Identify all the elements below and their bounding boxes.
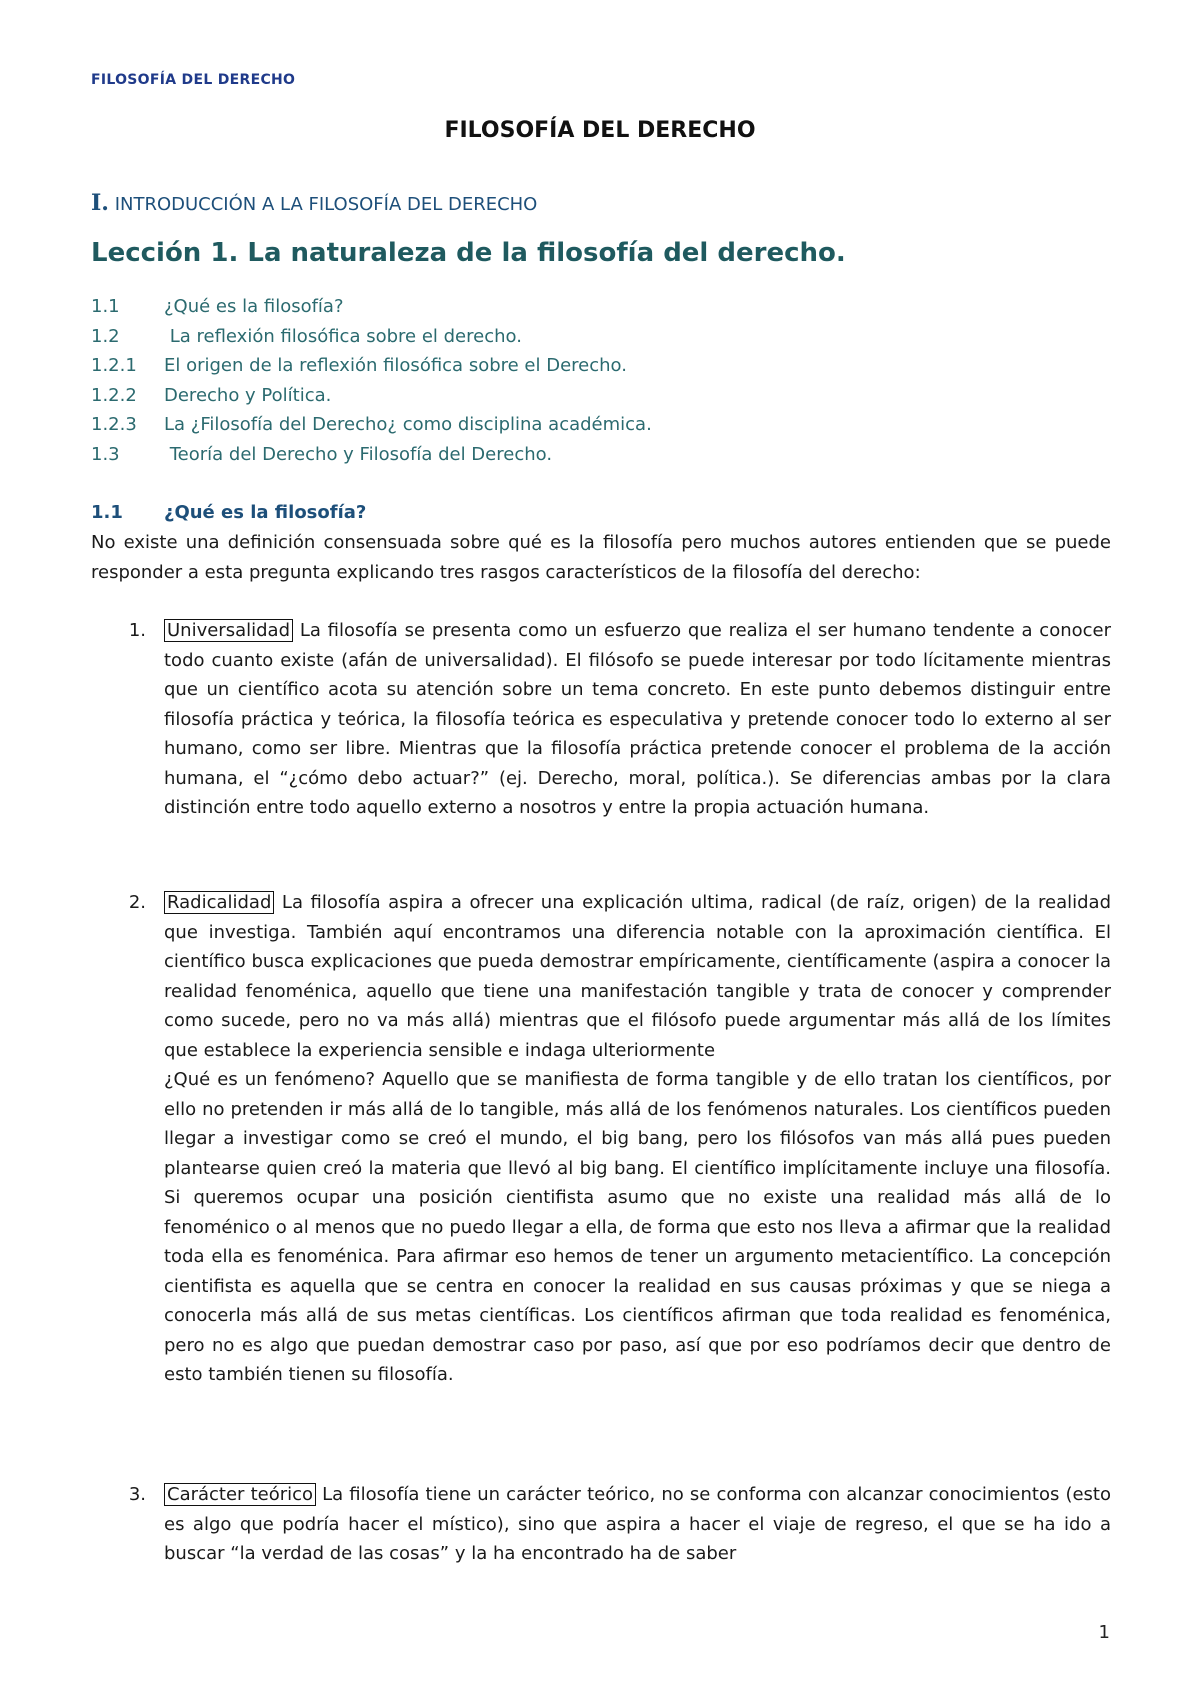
- subsection-title: ¿Qué es la filosofía?: [164, 502, 367, 523]
- toc-item: [91, 440, 1111, 470]
- term-box: Universalidad: [164, 619, 293, 642]
- running-header: FILOSOFÍA DEL DERECHO: [91, 72, 296, 88]
- list-item-text: La filosofía tiene un carácter teórico, no se conforma con alcanzar conocimientos (esto es algo que podría hacer el místico), sino que aspira a hacer el viaje de regreso, el que se ha ido a buscar “la verdad de las cosas” y la ha encontrado ha de saber: [164, 1484, 1112, 1564]
- toc-item: [91, 292, 1111, 322]
- list-item-text: La filosofía aspira a ofrecer una explicación ultima, radical (de raíz, origen) de la realidad que investiga. También aquí encontramos una diferencia notable con la aproximación científica. El científico busca explicaciones que pueda demostrar empíricamente, científicamente (aspira a conocer la realidad fenoménica, aquello que tiene una manifestación tangible y trata de conocer y comprender como sucede, pero no va más allá) mientras que el filósofo puede argumentar más allá de los límites que establece la experiencia sensible e indaga ulteriormente: [164, 892, 1111, 1061]
- list-item: [91, 888, 1111, 1390]
- list-item: [91, 616, 1111, 823]
- list-marker: 2.: [128, 892, 146, 913]
- toc-number: 1.2: [91, 325, 120, 347]
- toc-text: El origen de la reflexión filosófica sobre el Derecho.: [164, 355, 627, 376]
- toc-number: 1.2.2: [91, 384, 137, 406]
- document-title: FILOSOFÍA DEL DERECHO: [444, 118, 756, 143]
- toc-item: [91, 351, 1111, 381]
- section-roman-numeral: I.: [91, 190, 109, 216]
- section-title: INTRODUCCIÓN A LA FILOSOFÍA DEL DERECHO: [114, 194, 538, 215]
- toc-number: 1.2.1: [91, 355, 137, 376]
- section-heading: [91, 190, 537, 216]
- term-box: Radicalidad: [164, 891, 274, 914]
- subsection-number: 1.1: [91, 502, 123, 523]
- list-marker: 1.: [128, 620, 146, 641]
- toc-text: Teoría del Derecho y Filosofía del Derecho.: [164, 443, 553, 465]
- lesson-heading: Lección 1. La naturaleza de la filosofía del derecho.: [91, 238, 846, 268]
- list-item-content: [164, 616, 1111, 823]
- table-of-contents: [91, 292, 1111, 469]
- toc-number: 1.3: [91, 443, 120, 465]
- list-item-paragraph: [164, 888, 1111, 1065]
- toc-number: 1.2.3: [91, 414, 137, 435]
- toc-text: Derecho y Política.: [164, 384, 332, 406]
- toc-text: ¿Qué es la filosofía?: [164, 296, 344, 317]
- term-box: Carácter teórico: [164, 1483, 316, 1506]
- list-item-paragraph: ¿Qué es un fenómeno? Aquello que se manifiesta de forma tangible y de ello tratan los científicos, por ello no pretenden ir más allá de lo tangible, más allá de los fenómenos naturales. Los científicos pueden llegar a investigar como se creó el mundo, el big bang, pero los filósofos van más allá pues pueden plantearse quien creó la materia que llevó al big bang. El científico implícitamente incluye una filosofía. Si queremos ocupar una posición cientifista asumo que no existe una realidad más allá de lo fenoménico o al menos que no puedo llegar a ella, de forma que esto nos lleva a afirmar que la realidad toda ella es fenoménica. Para afirmar eso hemos de tener un argumento metacientífico. La concepción cientifista es aquella que se centra en conocer la realidad en sus causas próximas y que se niega a conocerla más allá de sus metas científicas. Los científicos afirman que toda realidad es fenoménica, pero no es algo que puedan demostrar caso por paso, así que por eso podríamos decir que dentro de esto también tienen su filosofía.: [164, 1069, 1111, 1385]
- toc-text: La ¿Filosofía del Derecho¿ como disciplina académica.: [164, 414, 652, 435]
- page-number: 1: [1098, 1622, 1110, 1643]
- list-item-content: [164, 888, 1111, 1390]
- list-item: [91, 1480, 1111, 1569]
- toc-item: [91, 322, 1111, 352]
- intro-paragraph: No existe una definición consensuada sobre qué es la filosofía pero muchos autores entienden que se puede responder a esta pregunta explicando tres rasgos característicos de la filosofía del derecho:: [91, 532, 1111, 583]
- toc-item: [91, 381, 1111, 411]
- toc-item: [91, 410, 1111, 440]
- subsection-heading: [91, 502, 366, 523]
- toc-text: La reflexión filosófica sobre el derecho.: [164, 325, 522, 347]
- list-marker: 3.: [128, 1484, 146, 1505]
- list-item-text: La filosofía se presenta como un esfuerzo que realiza el ser humano tendente a conocer todo cuanto existe (afán de universalidad). El filósofo se puede interesar por todo lícitamente mientras que un científico acota su atención sobre un tema concreto. En este punto debemos distinguir entre filosofía práctica y teórica, la filosofía teórica es especulativa y pretende conocer todo lo externo al ser humano, como ser libre. Mientras que la filosofía práctica pretende conocer el problema de la acción humana, el “¿cómo debo actuar?” (ej. Derecho, moral, política.). Se diferencias ambas por la clara distinción entre todo aquello externo a nosotros y entre la propia actuación humana.: [164, 620, 1111, 818]
- list-item-content: [164, 1480, 1111, 1569]
- toc-number: 1.1: [91, 296, 120, 317]
